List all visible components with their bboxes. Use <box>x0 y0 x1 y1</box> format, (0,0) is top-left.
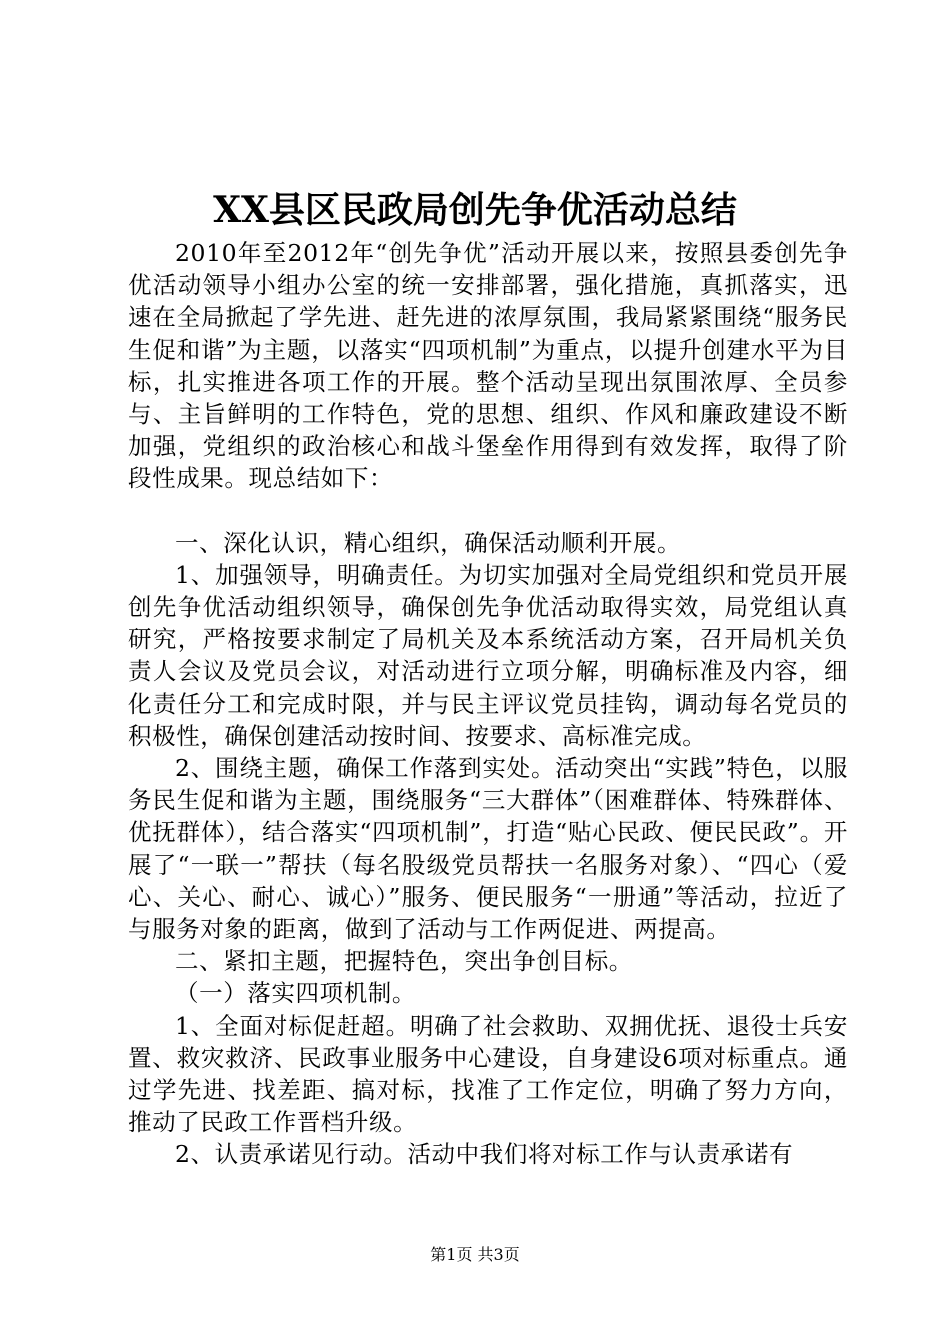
section2-item1-paragraph: 1、全面对标促赶超。明确了社会救助、双拥优抚、退役士兵安置、救灾救济、民政事业服务中心建设，自身建设6项对标重点。通过学先进、找差距、搞对标，找准了工作定位，明确了努力方向，推动了民政工作晋档升级。 <box>128 1011 848 1137</box>
section2-heading: 二、紧扣主题，把握特色，突出争创目标。 <box>175 947 633 976</box>
section1-item1-paragraph: 1、加强领导，明确责任。为切实加强对全局党组织和党员开展创先争优活动组织领导，确保创先争优活动取得实效，局党组认真研究，严格按要求制定了局机关及本系统活动方案，召开局机关负责人会议及党员会议，对活动进行立项分解，明确标准及内容，细化责任分工和完成时限，并与民主评议党员挂钩，调动每名党员的积极性，确保创建活动按时间、按要求、高标准完成。 <box>128 560 848 750</box>
intro-paragraph: 2010年至2012年“创先争优”活动开展以来，按照县委创先争优活动领导小组办公室的统一安排部署，强化措施，真抓落实，迅速在全局掀起了学先进、赶先进的浓厚氛围，我局紧紧围绕“服务民生促和谐”为主题，以落实“四项机制”为重点，以提升创建水平为目标，扎实推进各项工作的开展。整个活动呈现出氛围浓厚、全员参与、主旨鲜明的工作特色，党的思想、组织、作风和廉政建设不断加强，党组织的政治核心和战斗堡垒作用得到有效发挥，取得了阶段性成果。现总结如下： <box>128 239 848 493</box>
section2-subheading-1: （一）落实四项机制。 <box>175 979 416 1008</box>
document-title: XX县区民政局创先争优活动总结 <box>213 189 737 231</box>
document-body <box>128 237 848 1171</box>
section2-item2-paragraph: 2、认责承诺见行动。活动中我们将对标工作与认责承诺有 <box>175 1140 794 1169</box>
paragraph-spacer <box>128 495 848 527</box>
section1-item2-paragraph: 2、围绕主题，确保工作落到实处。活动突出“实践”特色，以服务民生促和谐为主题，围绕服务“三大群体”（困难群体、特殊群体、优抚群体），结合落实“四项机制”，打造“贴心民政、便民民政”。开展了“一联一”帮扶（每名股级党员帮扶一名服务对象）、“四心（爱心、关心、耐心、诚心）”服务、便民服务“一册通”等活动，拉近了与服务对象的距离，做到了活动与工作两促进、两提高。 <box>128 754 848 944</box>
page-number-footer: 第1页 共3页 <box>430 1245 520 1264</box>
section1-heading: 一、深化认识，精心组织，确保活动顺利开展。 <box>175 528 682 557</box>
